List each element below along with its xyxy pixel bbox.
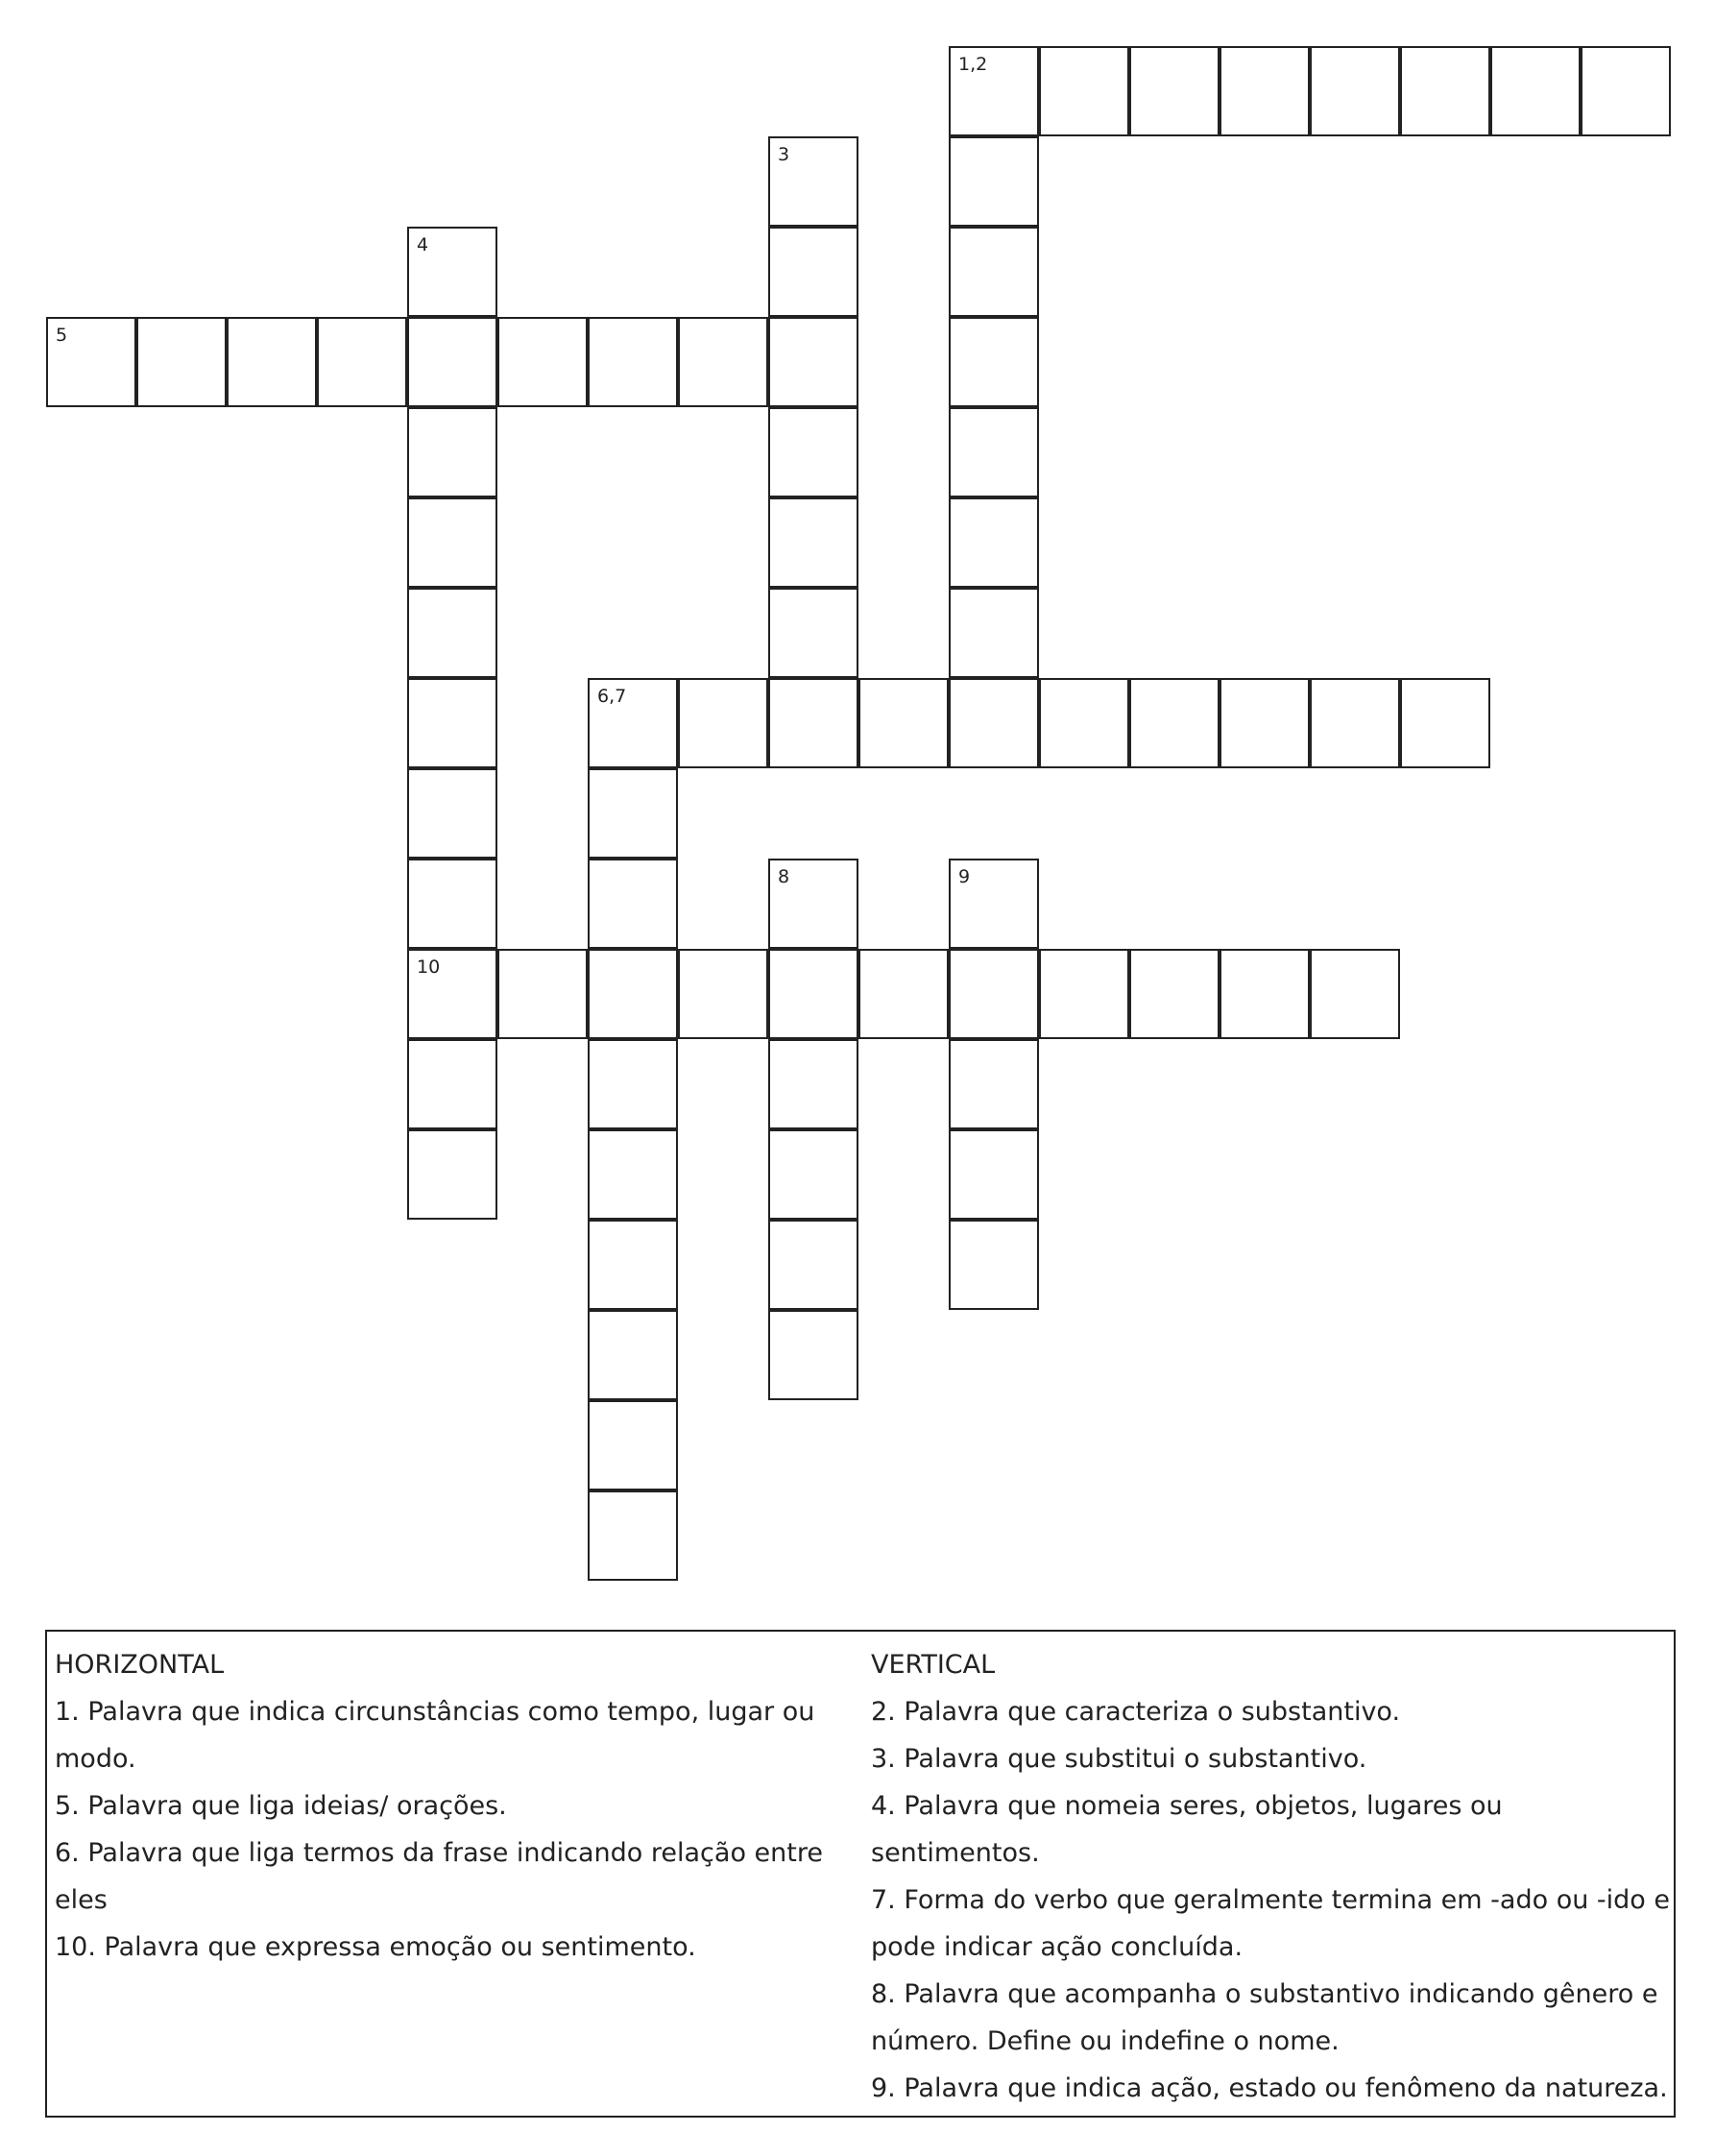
crossword-cell[interactable]: [949, 678, 1039, 768]
crossword-cell[interactable]: [678, 317, 768, 407]
crossword-cell[interactable]: [497, 317, 588, 407]
crossword-cell[interactable]: [1039, 678, 1129, 768]
crossword-cell[interactable]: [949, 949, 1039, 1039]
crossword-cell[interactable]: [136, 317, 227, 407]
horizontal-clue-line: modo.: [55, 1744, 136, 1774]
crossword-cell[interactable]: [858, 678, 949, 768]
crossword-cell[interactable]: [588, 1400, 678, 1490]
crossword-cell[interactable]: [1490, 46, 1581, 136]
crossword-cell[interactable]: [949, 407, 1039, 497]
crossword-cell[interactable]: [1039, 46, 1129, 136]
crossword-cell[interactable]: [407, 1039, 497, 1129]
crossword-cell[interactable]: [1220, 46, 1310, 136]
crossword-cell[interactable]: [768, 949, 858, 1039]
crossword-cell[interactable]: [678, 678, 768, 768]
horizontal-clue-line: 6. Palavra que liga termos da frase indicando relação entre: [55, 1838, 823, 1868]
crossword-cell[interactable]: [1310, 46, 1400, 136]
clue-number: 9: [958, 866, 971, 887]
vertical-clue-line: 4. Palavra que nomeia seres, objetos, lugares ou sentimentos.: [871, 1791, 1503, 1868]
crossword-cell[interactable]: [949, 46, 1039, 136]
horizontal-clue-line: 10. Palavra que expressa emoção ou sentimento.: [55, 1932, 696, 1962]
crossword-cell[interactable]: [858, 949, 949, 1039]
crossword-cell[interactable]: [588, 768, 678, 859]
crossword-cell[interactable]: [678, 949, 768, 1039]
crossword-cell[interactable]: [768, 136, 858, 227]
crossword-cell[interactable]: [949, 859, 1039, 949]
clue-number: 10: [417, 957, 441, 978]
crossword-cell[interactable]: [1039, 949, 1129, 1039]
vertical-clue-line: pode indicar ação concluída.: [871, 1932, 1244, 1962]
vertical-clue-line: 2. Palavra que caracteriza o substantivo.: [871, 1697, 1401, 1727]
vertical-clue-line: 7. Forma do verbo que geralmente termina em -ado ou -ido e: [871, 1885, 1671, 1915]
crossword-cell[interactable]: [949, 1220, 1039, 1310]
crossword-cell[interactable]: [768, 1039, 858, 1129]
crossword-cell[interactable]: [588, 1129, 678, 1220]
clue-number: 1,2: [958, 54, 988, 75]
crossword-cell[interactable]: [497, 949, 588, 1039]
vertical-title: VERTICAL: [871, 1650, 996, 1680]
crossword-cell[interactable]: [407, 768, 497, 859]
vertical-clue-line: número. Define ou indefine o nome.: [871, 2026, 1340, 2056]
crossword-cell[interactable]: [1310, 949, 1400, 1039]
crossword-cell[interactable]: [1220, 949, 1310, 1039]
horizontal-title: HORIZONTAL: [55, 1650, 225, 1680]
horizontal-clues: [55, 1641, 852, 1971]
crossword-cell[interactable]: [588, 1039, 678, 1129]
crossword-cell[interactable]: [588, 1310, 678, 1400]
crossword-cell[interactable]: [588, 1490, 678, 1581]
crossword-cell[interactable]: [317, 317, 407, 407]
crossword-cell[interactable]: [407, 859, 497, 949]
crossword-cell[interactable]: [407, 1129, 497, 1220]
crossword-cell[interactable]: [768, 859, 858, 949]
crossword-cell[interactable]: [768, 317, 858, 407]
crossword-cell[interactable]: [588, 859, 678, 949]
crossword-cell[interactable]: [768, 227, 858, 317]
crossword-cell[interactable]: [1129, 678, 1220, 768]
crossword-cell[interactable]: [1400, 678, 1490, 768]
vertical-clue-line: 3. Palavra que substitui o substantivo.: [871, 1744, 1367, 1774]
crossword-cell[interactable]: [768, 1220, 858, 1310]
clue-number: 3: [778, 144, 790, 165]
crossword-cell[interactable]: [46, 317, 136, 407]
clue-number: 5: [56, 325, 68, 346]
crossword-cell[interactable]: [768, 497, 858, 588]
crossword-cell[interactable]: [588, 1220, 678, 1310]
vertical-clues: [871, 1641, 1678, 2112]
crossword-cell[interactable]: [949, 497, 1039, 588]
crossword-cell[interactable]: [1400, 46, 1490, 136]
crossword-cell[interactable]: [407, 678, 497, 768]
crossword-cell[interactable]: [1129, 46, 1220, 136]
crossword-cell[interactable]: [768, 678, 858, 768]
crossword-cell[interactable]: [407, 317, 497, 407]
crossword-cell[interactable]: [949, 1039, 1039, 1129]
crossword-cell[interactable]: [407, 227, 497, 317]
crossword-cell[interactable]: [407, 949, 497, 1039]
horizontal-clue-line: 1. Palavra que indica circunstâncias como tempo, lugar ou: [55, 1697, 815, 1727]
crossword-cell[interactable]: [949, 227, 1039, 317]
crossword-cell[interactable]: [1310, 678, 1400, 768]
crossword-cell[interactable]: [949, 136, 1039, 227]
crossword-cell[interactable]: [1220, 678, 1310, 768]
crossword-cell[interactable]: [768, 1310, 858, 1400]
horizontal-clue-line: eles: [55, 1885, 108, 1915]
crossword-cell[interactable]: [407, 407, 497, 497]
crossword-cell[interactable]: [407, 497, 497, 588]
crossword-cell[interactable]: [588, 317, 678, 407]
crossword-cell[interactable]: [768, 588, 858, 678]
crossword-cell[interactable]: [949, 317, 1039, 407]
crossword-cell[interactable]: [949, 1129, 1039, 1220]
clues-box: [45, 1630, 1676, 2118]
horizontal-clue-line: 5. Palavra que liga ideias/ orações.: [55, 1791, 507, 1821]
crossword-cell[interactable]: [949, 588, 1039, 678]
crossword-cell[interactable]: [588, 949, 678, 1039]
crossword-cell[interactable]: [768, 407, 858, 497]
crossword-cell[interactable]: [1129, 949, 1220, 1039]
crossword-cell[interactable]: [588, 678, 678, 768]
crossword-cell[interactable]: [1581, 46, 1671, 136]
clue-number: 6,7: [597, 686, 627, 707]
clue-number: 4: [417, 234, 429, 255]
crossword-cell[interactable]: [768, 1129, 858, 1220]
crossword-cell[interactable]: [227, 317, 317, 407]
vertical-clue-line: 9. Palavra que indica ação, estado ou fenômeno da natureza.: [871, 2073, 1668, 2103]
crossword-cell[interactable]: [407, 588, 497, 678]
clue-number: 8: [778, 866, 790, 887]
vertical-clue-line: 8. Palavra que acompanha o substantivo indicando gênero e: [871, 1979, 1658, 2009]
